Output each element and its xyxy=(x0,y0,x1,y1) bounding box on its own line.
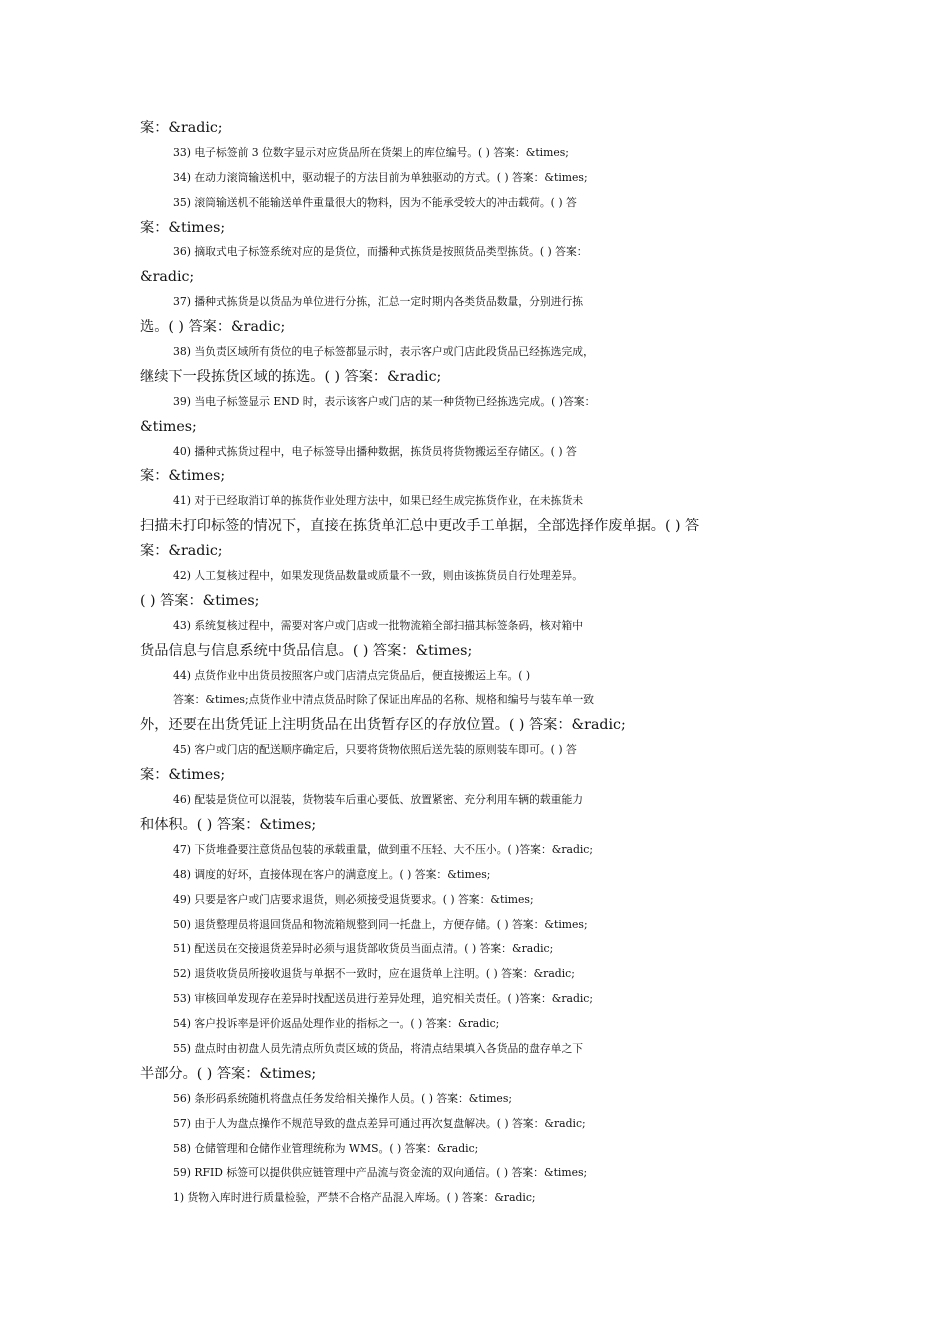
text-line: 38) 当负责区域所有货位的电子标签都显示时，表示客户或门店此段货品已经拣选完成， xyxy=(173,345,594,359)
text-line: 43) 系统复核过程中，需要对客户或门店或一批物流箱全部扫描其标签条码，核对箱中 xyxy=(173,618,584,632)
text-line: 扫描未打印标签的情况下，直接在拣货单汇总中更改手工单据，全部选择作废单据。( ) 答 xyxy=(140,518,700,535)
text-line: 36) 摘取式电子标签系统对应的是货位，而播种式拣货是按照货品类型拣货。( ) 答案： xyxy=(173,245,588,259)
text-line: ( ) 答案：&times; xyxy=(140,592,260,609)
text-line: 34) 在动力滚筒输送机中，驱动辊子的方法目前为单独驱动的方式。( ) 答案：&times; xyxy=(173,170,588,184)
text-line: 48) 调度的好坏，直接体现在客户的满意度上。( ) 答案：&times; xyxy=(173,867,491,881)
text-line: &radic; xyxy=(140,269,195,286)
text-line: 答案：&times;点货作业中清点货品时除了保证出库品的名称、规格和编号与装车单一致 xyxy=(173,693,595,707)
text-line: 59) RFID 标签可以提供供应链管理中产品流与资金流的双向通信。( ) 答案：&times; xyxy=(173,1166,588,1180)
text-line: 45) 客户或门店的配送顺序确定后，只要将货物依照后送先装的原则装车即可。( ) 答 xyxy=(173,743,577,757)
text-line: 1) 货物入库时进行质量检验，严禁不合格产品混入库场。( ) 答案：&radic; xyxy=(173,1191,536,1205)
text-line: 40) 播种式拣货过程中，电子标签导出播种数据，拣货员将货物搬运至存储区。( ) 答 xyxy=(173,444,577,458)
text-line: 选。( ) 答案：&radic; xyxy=(140,319,286,336)
text-line: 54) 客户投诉率是评价返品处理作业的指标之一。( ) 答案：&radic; xyxy=(173,1017,500,1031)
text-line: 半部分。( ) 答案：&times; xyxy=(140,1065,317,1082)
text-line: 41) 对于已经取消订单的拣货作业处理方法中，如果已经生成完拣货作业，在未拣货未 xyxy=(173,494,584,508)
text-line: 44) 点货作业中出货员按照客户或门店清点完货品后，便直接搬运上车。( ) xyxy=(173,668,531,682)
text-line: 案：&radic; xyxy=(140,120,223,136)
text-line: &times; xyxy=(140,418,197,435)
text-line: 35) 滚筒输送机不能输送单件重量很大的物料，因为不能承受较大的冲击载荷。( ) 答 xyxy=(173,195,577,209)
text-line: 案：&times; xyxy=(140,219,226,236)
text-line: 和体积。( ) 答案：&times; xyxy=(140,816,317,833)
text-line: 58) 仓储管理和仓储作业管理统称为 WMS。( ) 答案：&radic; xyxy=(173,1141,479,1155)
text-line: 继续下一段拣货区域的拣选。( ) 答案：&radic; xyxy=(140,368,442,385)
text-line: 案：&radic; xyxy=(140,543,223,560)
text-line: 57) 由于人为盘点操作不规范导致的盘点差异可通过再次复盘解决。( ) 答案：&radic; xyxy=(173,1116,586,1130)
text-line: 49) 只要是客户或门店要求退货，则必须接受退货要求。( ) 答案：&times; xyxy=(173,892,534,906)
document-body xyxy=(140,116,812,1211)
text-line: 55) 盘点时由初盘人员先清点所负责区域的货品，将清点结果填入各货品的盘存单之下 xyxy=(173,1041,584,1055)
text-line: 外，还要在出货凭证上注明货品在出货暂存区的存放位置。( ) 答案：&radic; xyxy=(140,717,626,734)
text-line: 47) 下货堆叠要注意货品包装的承载重量，做到重不压轻、大不压小。( )答案：&radic; xyxy=(173,842,593,856)
text-line: 42) 人工复核过程中，如果发现货品数量或质量不一致，则由该拣货员自行处理差异。 xyxy=(173,569,584,583)
text-line: 51) 配送员在交接退货差异时必须与退货部收货员当面点清。( ) 答案：&radic; xyxy=(173,942,554,956)
text-line: 39) 当电子标签显示 END 时，表示该客户或门店的某一种货物已经拣选完成。( )答案： xyxy=(173,394,596,408)
text-line: 46) 配装是货位可以混装，货物装车后重心要低、放置紧密、充分利用车辆的载重能力 xyxy=(173,793,584,807)
text-line: 52) 退货收货员所接收退货与单据不一致时，应在退货单上注明。( ) 答案：&radic; xyxy=(173,967,575,981)
text-line: 货品信息与信息系统中货品信息。( ) 答案：&times; xyxy=(140,642,473,659)
text-line: 37) 播种式拣货是以货品为单位进行分拣，汇总一定时期内各类货品数量，分别进行拣 xyxy=(173,295,584,309)
text-line: 56) 条形码系统随机将盘点任务发给相关操作人员。( ) 答案：&times; xyxy=(173,1091,513,1105)
text-line: 50) 退货整理员将退回货品和物流箱规整到同一托盘上，方便存储。( ) 答案：&times; xyxy=(173,917,588,931)
text-line: 案：&times; xyxy=(140,767,226,784)
text-line: 案：&times; xyxy=(140,468,226,485)
text-line: 33) 电子标签前 3 位数字显示对应货品所在货架上的库位编号。( ) 答案：&times; xyxy=(173,145,569,159)
text-line: 53) 审核回单发现存在差异时找配送员进行差异处理，追究相关责任。( )答案：&radic; xyxy=(173,992,593,1006)
